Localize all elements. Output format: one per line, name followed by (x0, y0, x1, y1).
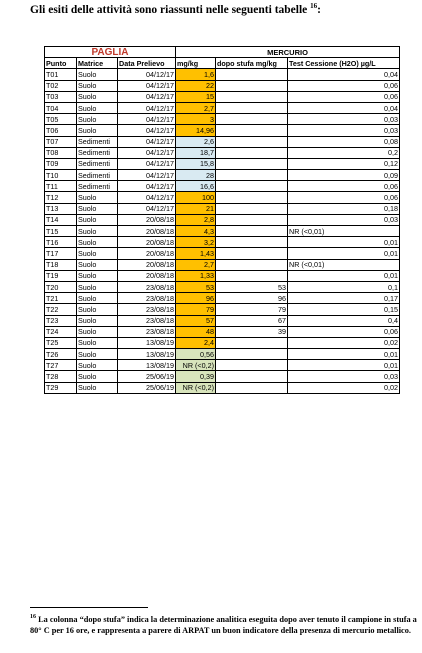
cell-matrice: Suolo (77, 226, 118, 237)
table-row (45, 214, 400, 225)
cell-dopo-stufa (216, 237, 288, 248)
footnote-text: La colonna “dopo stufa” indica la determinazione analitica eseguita dopo aver tenuto il campione in stufa a 80° C per 16 ore, e rappresenta a parere di ARPAT un buon indicatore della presenza di mercurio metallico. (30, 614, 417, 635)
cell-matrice: Suolo (77, 337, 118, 348)
cell-test-cessione: 0,03 (288, 114, 400, 125)
header-test-cessione: Test Cessione (H2O) µg/L (288, 58, 400, 69)
cell-punto: T03 (45, 91, 77, 102)
cell-data-prelievo: 20/08/18 (118, 214, 176, 225)
table-row (45, 360, 400, 371)
cell-punto: T19 (45, 270, 77, 281)
cell-test-cessione: 0,06 (288, 326, 400, 337)
cell-dopo-stufa: 67 (216, 315, 288, 326)
cell-dopo-stufa: 96 (216, 293, 288, 304)
cell-test-cessione: 0,03 (288, 214, 400, 225)
cell-matrice: Suolo (77, 360, 118, 371)
table-row (45, 226, 400, 237)
cell-test-cessione: 0,18 (288, 203, 400, 214)
cell-mgkg: 96 (176, 293, 216, 304)
cell-punto: T07 (45, 136, 77, 147)
cell-dopo-stufa (216, 203, 288, 214)
cell-matrice: Sedimenti (77, 147, 118, 158)
cell-data-prelievo: 04/12/17 (118, 147, 176, 158)
cell-punto: T04 (45, 102, 77, 113)
intro-sentence (30, 2, 321, 16)
cell-matrice: Suolo (77, 248, 118, 259)
cell-mgkg: 2,6 (176, 136, 216, 147)
cell-test-cessione: NR (<0,01) (288, 259, 400, 270)
cell-dopo-stufa (216, 80, 288, 91)
cell-data-prelievo: 04/12/17 (118, 69, 176, 80)
cell-test-cessione: 0,04 (288, 102, 400, 113)
column-header-row (45, 58, 400, 69)
cell-punto: T26 (45, 349, 77, 360)
table-row (45, 371, 400, 382)
cell-data-prelievo: 23/08/18 (118, 281, 176, 292)
table-row (45, 125, 400, 136)
cell-dopo-stufa (216, 181, 288, 192)
cell-matrice: Suolo (77, 270, 118, 281)
table-row (45, 91, 400, 102)
cell-mgkg: 1,33 (176, 270, 216, 281)
cell-mgkg: 14,96 (176, 125, 216, 136)
cell-mgkg: 0,56 (176, 349, 216, 360)
intro-colon: : (317, 3, 321, 16)
cell-matrice: Suolo (77, 326, 118, 337)
footnote (30, 612, 422, 636)
cell-dopo-stufa: 53 (216, 281, 288, 292)
table-row (45, 181, 400, 192)
cell-test-cessione: 0,02 (288, 337, 400, 348)
table-row (45, 248, 400, 259)
group-mercurio-label: MERCURIO (176, 47, 400, 58)
cell-matrice: Suolo (77, 125, 118, 136)
group-paglia-label: PAGLIA (45, 47, 176, 58)
cell-matrice: Suolo (77, 293, 118, 304)
results-table-body (45, 47, 400, 394)
cell-matrice: Suolo (77, 371, 118, 382)
cell-matrice: Suolo (77, 281, 118, 292)
cell-punto: T25 (45, 337, 77, 348)
cell-data-prelievo: 23/08/18 (118, 315, 176, 326)
cell-punto: T14 (45, 214, 77, 225)
cell-dopo-stufa (216, 192, 288, 203)
cell-dopo-stufa (216, 349, 288, 360)
cell-matrice: Suolo (77, 192, 118, 203)
cell-test-cessione: 0,06 (288, 80, 400, 91)
cell-punto: T13 (45, 203, 77, 214)
cell-dopo-stufa (216, 136, 288, 147)
cell-test-cessione: 0,15 (288, 304, 400, 315)
cell-data-prelievo: 13/08/19 (118, 337, 176, 348)
cell-dopo-stufa (216, 170, 288, 181)
table-row (45, 114, 400, 125)
cell-data-prelievo: 04/12/17 (118, 136, 176, 147)
cell-test-cessione: 0,01 (288, 248, 400, 259)
cell-punto: T05 (45, 114, 77, 125)
footnote-separator (30, 607, 148, 608)
cell-matrice: Sedimenti (77, 170, 118, 181)
cell-dopo-stufa (216, 114, 288, 125)
table-row (45, 326, 400, 337)
cell-mgkg: 79 (176, 304, 216, 315)
cell-test-cessione: 0,01 (288, 360, 400, 371)
cell-test-cessione: 0,06 (288, 91, 400, 102)
cell-data-prelievo: 20/08/18 (118, 259, 176, 270)
table-row (45, 349, 400, 360)
cell-matrice: Suolo (77, 237, 118, 248)
cell-matrice: Suolo (77, 349, 118, 360)
cell-mgkg: 0,39 (176, 371, 216, 382)
cell-dopo-stufa (216, 91, 288, 102)
table-row (45, 237, 400, 248)
cell-punto: T29 (45, 382, 77, 393)
cell-test-cessione: 0,12 (288, 158, 400, 169)
cell-test-cessione: 0,04 (288, 69, 400, 80)
header-dopo-stufa: dopo stufa mg/kg (216, 58, 288, 69)
cell-data-prelievo: 23/08/18 (118, 326, 176, 337)
cell-test-cessione: 0,17 (288, 293, 400, 304)
cell-punto: T21 (45, 293, 77, 304)
cell-mgkg: 18,7 (176, 147, 216, 158)
cell-mgkg: NR (<0,2) (176, 360, 216, 371)
cell-matrice: Suolo (77, 315, 118, 326)
table-row (45, 281, 400, 292)
footnote-ref: 16 (310, 2, 318, 10)
cell-test-cessione: 0,4 (288, 315, 400, 326)
cell-mgkg: 48 (176, 326, 216, 337)
cell-mgkg: 2,7 (176, 259, 216, 270)
cell-test-cessione: 0,03 (288, 125, 400, 136)
cell-punto: T06 (45, 125, 77, 136)
cell-matrice: Suolo (77, 80, 118, 91)
cell-test-cessione: 0,09 (288, 170, 400, 181)
cell-test-cessione: 0,01 (288, 270, 400, 281)
cell-punto: T11 (45, 181, 77, 192)
cell-punto: T27 (45, 360, 77, 371)
cell-mgkg: 53 (176, 281, 216, 292)
cell-matrice: Suolo (77, 214, 118, 225)
cell-test-cessione: 0,01 (288, 237, 400, 248)
cell-mgkg: 2,8 (176, 214, 216, 225)
cell-punto: T23 (45, 315, 77, 326)
cell-mgkg: 2,4 (176, 337, 216, 348)
cell-data-prelievo: 04/12/17 (118, 114, 176, 125)
cell-mgkg: 22 (176, 80, 216, 91)
cell-mgkg: 16,6 (176, 181, 216, 192)
cell-test-cessione: 0,08 (288, 136, 400, 147)
cell-matrice: Suolo (77, 382, 118, 393)
cell-data-prelievo: 20/08/18 (118, 270, 176, 281)
header-data-prelievo: Data Prelievo (118, 58, 176, 69)
cell-punto: T10 (45, 170, 77, 181)
cell-test-cessione: 0,03 (288, 371, 400, 382)
table-row (45, 170, 400, 181)
cell-data-prelievo: 25/06/19 (118, 382, 176, 393)
cell-matrice: Sedimenti (77, 136, 118, 147)
cell-mgkg: 15,8 (176, 158, 216, 169)
cell-matrice: Suolo (77, 91, 118, 102)
cell-punto: T22 (45, 304, 77, 315)
table-row (45, 337, 400, 348)
cell-mgkg: 28 (176, 170, 216, 181)
cell-dopo-stufa (216, 248, 288, 259)
cell-test-cessione: 0,02 (288, 382, 400, 393)
cell-dopo-stufa (216, 382, 288, 393)
cell-punto: T02 (45, 80, 77, 91)
results-table (44, 46, 400, 394)
cell-punto: T08 (45, 147, 77, 158)
cell-punto: T17 (45, 248, 77, 259)
table-row (45, 304, 400, 315)
cell-dopo-stufa (216, 102, 288, 113)
intro-text: Gli esiti delle attività sono riassunti nelle seguenti tabelle (30, 3, 308, 16)
header-matrice: Matrice (77, 58, 118, 69)
cell-punto: T15 (45, 226, 77, 237)
table-row (45, 192, 400, 203)
table-row (45, 69, 400, 80)
cell-punto: T24 (45, 326, 77, 337)
cell-data-prelievo: 13/08/19 (118, 360, 176, 371)
cell-dopo-stufa: 79 (216, 304, 288, 315)
cell-test-cessione: 0,06 (288, 192, 400, 203)
cell-data-prelievo: 13/08/19 (118, 349, 176, 360)
table-row (45, 382, 400, 393)
cell-punto: T12 (45, 192, 77, 203)
footnote-number: 16 (30, 614, 36, 620)
cell-data-prelievo: 04/12/17 (118, 170, 176, 181)
cell-data-prelievo: 04/12/17 (118, 158, 176, 169)
cell-matrice: Suolo (77, 69, 118, 80)
cell-mgkg: 57 (176, 315, 216, 326)
cell-test-cessione: 0,06 (288, 181, 400, 192)
cell-punto: T01 (45, 69, 77, 80)
cell-dopo-stufa (216, 158, 288, 169)
cell-test-cessione: 0,1 (288, 281, 400, 292)
cell-test-cessione: 0,2 (288, 147, 400, 158)
cell-dopo-stufa (216, 214, 288, 225)
cell-matrice: Suolo (77, 203, 118, 214)
cell-dopo-stufa (216, 337, 288, 348)
table-row (45, 158, 400, 169)
cell-matrice: Suolo (77, 114, 118, 125)
cell-data-prelievo: 23/08/18 (118, 293, 176, 304)
cell-test-cessione: NR (<0,01) (288, 226, 400, 237)
cell-matrice: Suolo (77, 259, 118, 270)
cell-punto: T18 (45, 259, 77, 270)
table-row (45, 315, 400, 326)
cell-matrice: Sedimenti (77, 158, 118, 169)
cell-dopo-stufa (216, 259, 288, 270)
cell-dopo-stufa (216, 69, 288, 80)
table-row (45, 270, 400, 281)
cell-data-prelievo: 25/06/19 (118, 371, 176, 382)
table-row (45, 80, 400, 91)
table-row (45, 136, 400, 147)
cell-data-prelievo: 23/08/18 (118, 304, 176, 315)
cell-mgkg: 3,2 (176, 237, 216, 248)
cell-mgkg: 4,3 (176, 226, 216, 237)
table-row (45, 102, 400, 113)
table-row (45, 293, 400, 304)
cell-punto: T09 (45, 158, 77, 169)
cell-test-cessione: 0,01 (288, 349, 400, 360)
cell-dopo-stufa (216, 147, 288, 158)
cell-data-prelievo: 04/12/17 (118, 181, 176, 192)
cell-punto: T16 (45, 237, 77, 248)
cell-data-prelievo: 04/12/17 (118, 102, 176, 113)
cell-punto: T28 (45, 371, 77, 382)
cell-matrice: Suolo (77, 304, 118, 315)
cell-dopo-stufa (216, 371, 288, 382)
cell-mgkg: 3 (176, 114, 216, 125)
table-row (45, 259, 400, 270)
group-header-row (45, 47, 400, 58)
cell-matrice: Suolo (77, 102, 118, 113)
cell-mgkg: 1,6 (176, 69, 216, 80)
cell-data-prelievo: 04/12/17 (118, 125, 176, 136)
cell-mgkg: 100 (176, 192, 216, 203)
cell-mgkg: 1,43 (176, 248, 216, 259)
header-punto: Punto (45, 58, 77, 69)
cell-mgkg: 15 (176, 91, 216, 102)
header-mgkg: mg/kg (176, 58, 216, 69)
cell-data-prelievo: 04/12/17 (118, 91, 176, 102)
cell-dopo-stufa (216, 125, 288, 136)
cell-data-prelievo: 04/12/17 (118, 192, 176, 203)
cell-mgkg: 2,7 (176, 102, 216, 113)
cell-mgkg: 21 (176, 203, 216, 214)
cell-punto: T20 (45, 281, 77, 292)
table-row (45, 203, 400, 214)
table-row (45, 147, 400, 158)
cell-dopo-stufa (216, 360, 288, 371)
cell-dopo-stufa (216, 226, 288, 237)
cell-matrice: Sedimenti (77, 181, 118, 192)
cell-data-prelievo: 20/08/18 (118, 226, 176, 237)
cell-dopo-stufa (216, 270, 288, 281)
cell-data-prelievo: 04/12/17 (118, 80, 176, 91)
cell-dopo-stufa: 39 (216, 326, 288, 337)
cell-data-prelievo: 04/12/17 (118, 203, 176, 214)
cell-data-prelievo: 20/08/18 (118, 248, 176, 259)
cell-mgkg: NR (<0,2) (176, 382, 216, 393)
cell-data-prelievo: 20/08/18 (118, 237, 176, 248)
